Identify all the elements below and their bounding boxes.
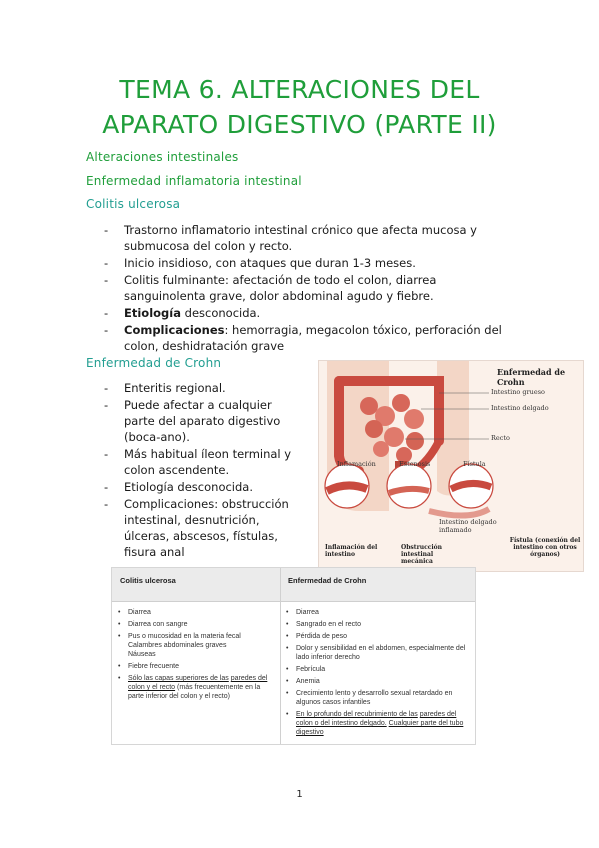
table-header [112, 568, 475, 602]
underlined-text: paredes del colon y el recto [128, 675, 268, 691]
page-title-line-1: TEMA 6. ALTERACIONES DEL [119, 75, 480, 104]
list-item: - Enteritis regional. [104, 380, 304, 396]
heading-alteraciones-intestinales: Alteraciones intestinales [86, 150, 239, 164]
table-item: • Pus o mucosidad en la materia fecal [118, 632, 276, 641]
heading-colitis-ulcerosa: Colitis ulcerosa [86, 197, 181, 211]
table-item: • Crecimiento lento y desarrollo sexual retardado en algunos casos infantiles [286, 689, 472, 707]
underlined-text: Cualquier parte del tubo digestivo [296, 720, 464, 736]
page-title-line-2: APARATO DIGESTIVO (PARTE II) [102, 110, 497, 139]
table-item: • Sangrado en el recto [286, 620, 472, 629]
etiologia-text: desconocida. [180, 306, 261, 320]
list-item: - Trastorno inflamatorio intestinal crónico que afecta mucosa y submucosa del colon y recto. [104, 222, 514, 254]
figure-title: Enfermedad de Crohn [497, 367, 566, 387]
label-recto: Recto [491, 434, 510, 442]
label-estenosis: Estenosis [399, 460, 431, 468]
list-item: - Puede afectar a cualquier parte del aparato digestivo (boca-ano). [104, 397, 304, 445]
label-bottom-obstruccion: Obstrucción intestinal mecánica [401, 544, 443, 565]
table-item: • Anemia [286, 677, 472, 686]
complicaciones-label: Complicaciones [124, 323, 225, 337]
heading-enfermedad-de-crohn: Enfermedad de Crohn [86, 356, 222, 370]
label-intestino-delgado: Intestino delgado [491, 404, 549, 412]
label-bottom-inflamacion: Inflamación del intestino [325, 544, 378, 558]
list-item: - Más habitual íleon terminal y colon ascendente. [104, 446, 304, 478]
underlined-text: En lo profundo del recubrimiento de las [296, 711, 418, 718]
list-item [104, 305, 514, 321]
table-item: • Febrícula [286, 665, 472, 674]
table-item: • Diarrea con sangre [118, 620, 276, 629]
table-item: • Dolor y sensibilidad en el abdomen, especialmente del lado inferior derecho [286, 644, 472, 662]
complicaciones-text: : hemorragia, megacolon tóxico, perforación del colon, deshidratación grave [124, 323, 502, 353]
header-colitis: Colitis ulcerosa [120, 576, 176, 585]
header-crohn: Enfermedad de Crohn [288, 576, 367, 585]
list-item: - Complicaciones: obstrucción intestinal, desnutrición, úlceras, abscesos, fístulas, fisura anal [104, 496, 304, 560]
list-item: - Inicio insidioso, con ataques que duran 1-3 meses. [104, 255, 514, 271]
table-item: Náuseas [128, 651, 156, 658]
label-intestino-grueso: Intestino grueso [491, 388, 545, 396]
table-text: (más frecuentemente en la parte inferior del colon y el recto) [128, 684, 261, 700]
list-item [104, 322, 514, 354]
page-number: 1 [296, 789, 303, 800]
underlined-text: paredes del colon o del intestino delgado. [296, 711, 457, 727]
table-item [118, 674, 276, 701]
list-item: - Etiología desconocida. [104, 479, 304, 495]
comparison-table [111, 567, 476, 745]
crohn-list [104, 380, 304, 561]
etiologia-label: Etiología [124, 306, 181, 320]
table-item: • Pérdida de peso [286, 632, 472, 641]
column-divider [280, 568, 281, 744]
table-item: Calambres abdominales graves [128, 642, 227, 649]
colitis-list [104, 222, 514, 355]
label-bottom-fistula: Fístula (conexión del intestino con otros órganos) [509, 537, 581, 558]
underlined-text: Sólo las capas superiores de las [128, 675, 229, 682]
table-item [286, 710, 472, 737]
heading-enfermedad-inflamatoria: Enfermedad inflamatoria intestinal [86, 174, 302, 188]
table-item: • Diarrea [118, 608, 276, 617]
colitis-column [118, 608, 276, 704]
table-item: • Diarrea [286, 608, 472, 617]
label-inflamacion: Inflamación [337, 460, 376, 468]
label-fistula: Fístula [463, 460, 486, 468]
table-item: • Fiebre frecuente [118, 662, 276, 671]
list-item: - Colitis fulminante: afectación de todo el colon, diarrea sanguinolenta grave, dolor abdominal agudo y fiebre. [104, 272, 514, 304]
crohn-illustration [318, 360, 584, 572]
label-intestino-delgado-inflamado: Intestino delgado inflamado [439, 518, 497, 534]
crohn-column [286, 608, 472, 740]
